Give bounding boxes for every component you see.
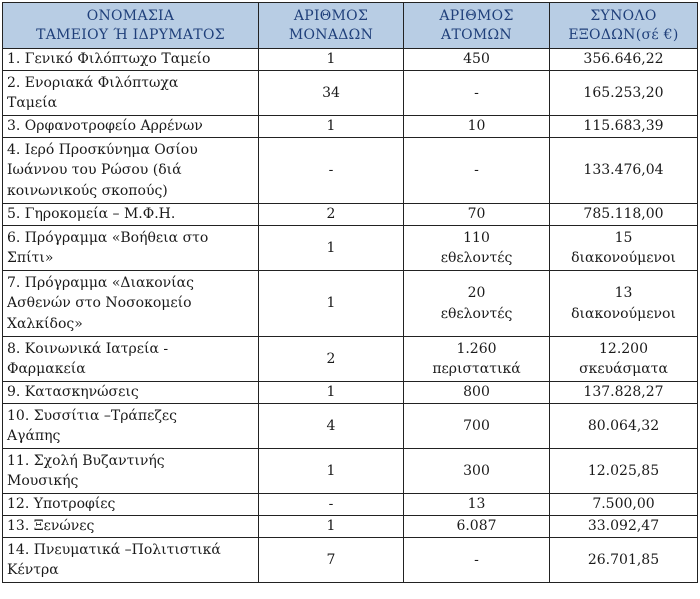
cell-units: 2 <box>259 204 404 226</box>
cell-expenses <box>550 71 698 116</box>
table-row <box>3 71 698 116</box>
cell-name-line: 12. Υποτροφίες <box>7 496 116 513</box>
cell-persons-line: 6.087 <box>456 518 497 535</box>
cell-expenses-line: σκευάσματα <box>579 361 668 377</box>
cell-expenses <box>550 138 698 204</box>
cell-persons-line: - <box>474 162 479 179</box>
cell-persons-line: 1.260 <box>456 340 497 357</box>
cell-persons-line: 450 <box>463 51 490 68</box>
table-row <box>3 49 698 71</box>
cell-persons <box>404 204 550 226</box>
cell-persons <box>404 226 550 271</box>
cell-persons-line: εθελοντές <box>440 250 513 266</box>
cell-name-line: 2. Ενοριακά Φιλόπτωχα <box>7 74 179 91</box>
cell-name-line: 13. Ξενώνες <box>7 518 95 535</box>
table-row <box>3 494 698 516</box>
cell-name <box>3 271 259 337</box>
cell-persons-line: 70 <box>467 206 486 223</box>
cell-persons-line: εθελοντές <box>440 305 513 322</box>
header-persons <box>404 3 550 49</box>
cell-name-line: Ασθενών στο Νοσοκομείο <box>7 295 192 312</box>
cell-units: 7 <box>259 538 404 583</box>
table-row <box>3 337 698 382</box>
cell-name <box>3 494 259 516</box>
cell-persons <box>404 271 550 337</box>
cell-name-line: 6. Πρόγραμμα «Βοήθεια στο <box>7 229 209 246</box>
cell-persons-line: 300 <box>463 462 490 479</box>
table-row <box>3 516 698 538</box>
cell-name-line: 4. Ιερό Προσκύνημα Οσίου <box>7 141 198 158</box>
cell-expenses-line: 133.476,04 <box>583 162 664 179</box>
cell-expenses-line: 33.092,47 <box>587 518 660 535</box>
header-row <box>3 3 698 49</box>
cell-expenses <box>550 204 698 226</box>
cell-name <box>3 516 259 538</box>
cell-units: 1 <box>259 116 404 138</box>
cell-units: 1 <box>259 49 404 71</box>
cell-persons <box>404 71 550 116</box>
cell-persons-line: 800 <box>463 384 490 401</box>
cell-persons <box>404 337 550 382</box>
cell-name <box>3 204 259 226</box>
cell-name-line: 14. Πνευματικά –Πολιτιστικά <box>7 541 221 558</box>
header-line: ΑΤΟΜΩΝ <box>441 26 512 43</box>
cell-persons-line: 700 <box>463 417 490 434</box>
cell-expenses-line: 115.683,39 <box>583 118 664 135</box>
cell-units: 1 <box>259 271 404 337</box>
table-row <box>3 404 698 449</box>
table-row <box>3 204 698 226</box>
cell-persons <box>404 516 550 538</box>
cell-units: - <box>259 138 404 204</box>
table-body <box>3 49 698 583</box>
cell-name-line: 10. Συσσίτια –Τράπεζες <box>7 407 178 424</box>
cell-name-line: Ιωάννου του Ρώσου (διά <box>7 162 182 179</box>
header-units <box>259 3 404 49</box>
cell-name <box>3 449 259 494</box>
table-row <box>3 116 698 138</box>
cell-persons-line: - <box>474 551 479 568</box>
table-row <box>3 271 698 337</box>
cell-units: 4 <box>259 404 404 449</box>
cell-name <box>3 382 259 404</box>
cell-persons-line: 10 <box>467 118 486 135</box>
cell-persons-line: - <box>474 84 479 101</box>
cell-name <box>3 226 259 271</box>
cell-expenses <box>550 271 698 337</box>
cell-persons-line: περιστατικά <box>432 361 521 377</box>
header-name <box>3 3 259 49</box>
cell-name-line: Χαλκίδος» <box>7 315 83 332</box>
cell-name-line: 5. Γηροκομεία – Μ.Φ.Η. <box>7 206 176 223</box>
header-line: ΣΥΝΟΛΟ <box>590 7 657 24</box>
header-line: ΑΡΙΘΜΟΣ <box>293 7 369 24</box>
cell-name-line: Σπίτι» <box>7 250 54 266</box>
cell-expenses-line: 165.253,20 <box>583 84 664 101</box>
cell-name-line: 11. Σχολή Βυζαντινής <box>7 452 165 469</box>
cell-name-line: κοινωνικούς σκοπούς) <box>7 182 168 199</box>
cell-name <box>3 49 259 71</box>
cell-persons <box>404 404 550 449</box>
table-row <box>3 538 698 583</box>
header-expenses <box>550 3 698 49</box>
cell-units: - <box>259 494 404 516</box>
institutions-table <box>2 2 698 583</box>
cell-units: 1 <box>259 382 404 404</box>
cell-persons <box>404 49 550 71</box>
cell-expenses-line: 12.025,85 <box>587 462 660 479</box>
cell-expenses-line: 785.118,00 <box>583 206 664 223</box>
table-row <box>3 138 698 204</box>
cell-name <box>3 71 259 116</box>
cell-name-line: 1. Γενικό Φιλόπτωχο Ταμείο <box>7 51 211 68</box>
cell-expenses <box>550 226 698 271</box>
cell-name-line: 3. Ορφανοτροφείο Αρρένων <box>7 118 203 135</box>
cell-persons <box>404 538 550 583</box>
cell-expenses <box>550 49 698 71</box>
header-line: ΑΡΙΘΜΟΣ <box>439 7 514 24</box>
cell-persons <box>404 138 550 204</box>
cell-expenses-line: 13 <box>614 285 633 301</box>
cell-name-line: Κέντρα <box>7 562 59 578</box>
header-line: ΤΑΜΕΙΟΥ Ή ΙΔΡΥΜΑΤΟΣ <box>36 26 225 43</box>
cell-name-line: Ταμεία <box>7 95 58 111</box>
cell-name-line: Μουσικής <box>7 473 79 489</box>
cell-expenses-line: 356.646,22 <box>583 51 664 68</box>
cell-expenses <box>550 337 698 382</box>
cell-persons-line: 20 <box>467 285 486 301</box>
cell-persons <box>404 494 550 516</box>
cell-persons-line: 13 <box>467 496 486 513</box>
cell-expenses-line: διακονούμενοι <box>571 250 676 266</box>
header-line: ΕΞΟΔΩΝ(σέ €) <box>568 26 679 43</box>
cell-expenses-line: 15 <box>614 229 633 246</box>
cell-expenses-line: 80.064,32 <box>587 417 660 434</box>
cell-name <box>3 404 259 449</box>
cell-name-line: 8. Κοινωνικά Ιατρεία - <box>7 340 169 357</box>
cell-expenses <box>550 494 698 516</box>
cell-name <box>3 138 259 204</box>
cell-name <box>3 538 259 583</box>
cell-expenses <box>550 382 698 404</box>
table-row <box>3 449 698 494</box>
cell-name-line: 7. Πρόγραμμα «Διακονίας <box>7 274 194 291</box>
cell-units: 1 <box>259 226 404 271</box>
cell-persons <box>404 449 550 494</box>
cell-persons <box>404 382 550 404</box>
cell-units: 34 <box>259 71 404 116</box>
table-row <box>3 382 698 404</box>
cell-name-line: 9. Κατασκηνώσεις <box>7 384 139 401</box>
header-line: ΟΝΟΜΑΣΙΑ <box>86 7 175 24</box>
cell-expenses-line: 137.828,27 <box>583 384 664 401</box>
cell-units: 1 <box>259 516 404 538</box>
cell-expenses <box>550 404 698 449</box>
cell-expenses <box>550 116 698 138</box>
cell-expenses <box>550 516 698 538</box>
cell-name-line: Αγάπης <box>7 428 61 444</box>
cell-expenses <box>550 449 698 494</box>
cell-name <box>3 116 259 138</box>
cell-expenses <box>550 538 698 583</box>
cell-persons-line: 110 <box>463 229 490 246</box>
cell-expenses-line: 7.500,00 <box>592 496 655 513</box>
cell-units: 2 <box>259 337 404 382</box>
cell-units: 1 <box>259 449 404 494</box>
cell-expenses-line: 12.200 <box>599 340 648 357</box>
table-row <box>3 226 698 271</box>
cell-persons <box>404 116 550 138</box>
header-line: ΜΟΝΑΔΩΝ <box>288 26 374 43</box>
cell-name <box>3 337 259 382</box>
cell-expenses-line: 26.701,85 <box>587 551 660 568</box>
cell-name-line: Φαρμακεία <box>7 361 86 377</box>
cell-expenses-line: διακονούμενοι <box>571 305 676 322</box>
